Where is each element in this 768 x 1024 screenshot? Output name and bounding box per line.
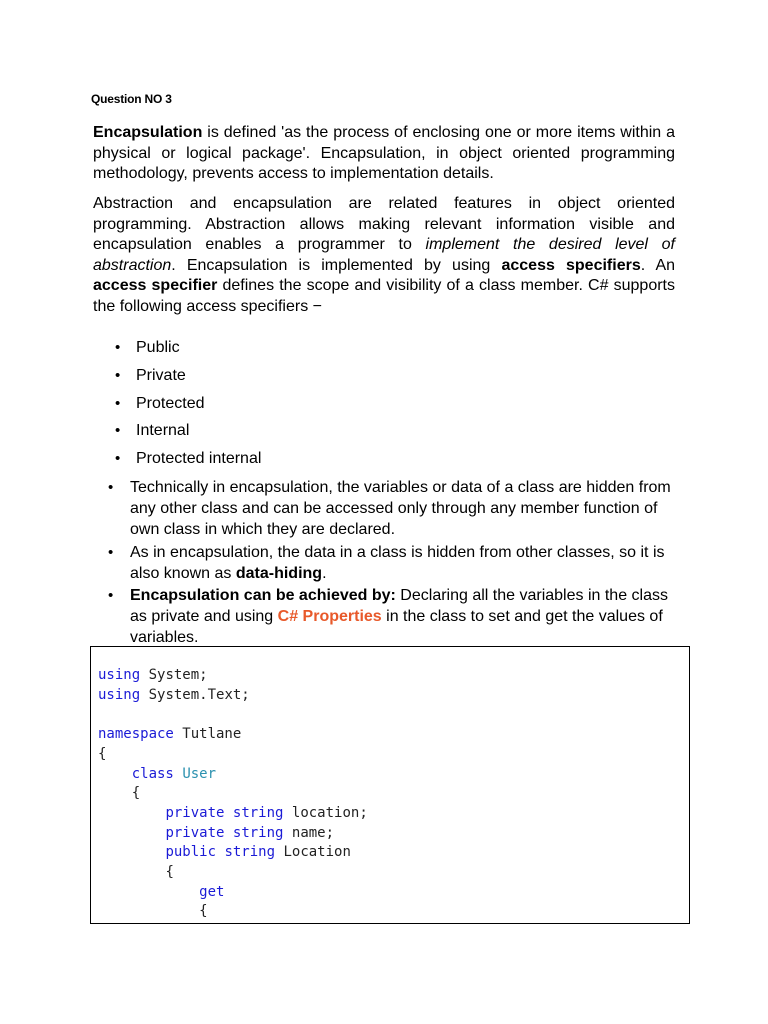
access-specifier-list bbox=[115, 338, 261, 477]
detail-text: As in encapsulation, the data in a class is hidden from other classes, so it is also known as bbox=[130, 543, 665, 582]
detail-text: Technically in encapsulation, the variables or data of a class are hidden from any other class and can be accessed only through any member function of own class in which they are declared. bbox=[130, 479, 671, 538]
paragraph-abstraction bbox=[93, 194, 675, 317]
code-text-segment: Tutlane bbox=[173, 726, 242, 743]
code-keyword: string bbox=[232, 824, 284, 841]
code-text-segment: location; bbox=[283, 804, 368, 821]
code-brace: { bbox=[98, 745, 107, 762]
code-text-segment: System; bbox=[140, 667, 208, 683]
code-type: User bbox=[182, 765, 217, 782]
code-text-segment: name; bbox=[283, 824, 335, 841]
detail-text-end: in the class to set and get the values of variables. bbox=[130, 608, 663, 646]
detail-text-end: . bbox=[322, 564, 327, 582]
code-text-segment: System.Text; bbox=[140, 686, 250, 703]
detail-heading: Encapsulation can be achieved by: bbox=[130, 587, 396, 604]
code-brace: { bbox=[131, 785, 141, 802]
question-title: Question NO 3 bbox=[91, 92, 172, 106]
code-keyword: string bbox=[224, 844, 276, 861]
code-keyword: class bbox=[131, 765, 174, 782]
encapsulation-detail-list bbox=[108, 477, 678, 650]
term-encapsulation: Encapsulation bbox=[93, 124, 203, 141]
list-item: • Public bbox=[115, 338, 261, 366]
list-item: • Private bbox=[115, 366, 261, 394]
code-keyword: using bbox=[98, 686, 141, 703]
code-keyword: using bbox=[98, 667, 141, 683]
code-keyword: string bbox=[232, 804, 284, 821]
para2-italic: implement the desired level of abstraction bbox=[93, 236, 675, 274]
code-text bbox=[91, 647, 689, 922]
list-item bbox=[108, 477, 678, 540]
code-block bbox=[90, 646, 690, 924]
para2-text-2: . Encapsulation is implemented by using bbox=[171, 256, 502, 274]
list-item: • Internal bbox=[115, 421, 261, 449]
code-keyword: private bbox=[165, 824, 225, 841]
code-text-segment: Location bbox=[275, 844, 351, 861]
csharp-properties-link[interactable]: C# Properties bbox=[277, 608, 382, 625]
list-item: • Protected bbox=[115, 394, 261, 422]
para2-text-4: defines the scope and visibility of a class member. C# supports the following access specifiers − bbox=[93, 277, 675, 315]
para2-text-1: Abstraction and encapsulation are related features in object oriented programming. Abstraction allows making relevant information visible and encapsulation enables a programmer to bbox=[93, 195, 675, 253]
term-access-specifier: access specifier bbox=[93, 277, 218, 294]
code-keyword: namespace bbox=[98, 726, 174, 743]
para2-text-3: . An bbox=[640, 256, 676, 274]
code-keyword: get bbox=[199, 883, 225, 900]
term-data-hiding: data-hiding bbox=[235, 564, 323, 582]
term-access-specifiers: access specifiers bbox=[501, 256, 641, 274]
code-brace: { bbox=[199, 903, 208, 920]
detail-text: Declaring all the variables in the class as private and using bbox=[130, 587, 668, 625]
para1-text: is defined 'as the process of enclosing one or more items within a physical or logical package'. Encapsulation, in object oriented programming methodology, prevents access to implementation details. bbox=[93, 124, 675, 182]
paragraph-encapsulation-definition bbox=[93, 123, 675, 185]
code-brace: { bbox=[165, 864, 174, 881]
code-keyword: public bbox=[165, 844, 217, 861]
list-item bbox=[108, 542, 678, 584]
list-item bbox=[108, 585, 678, 648]
code-keyword: private bbox=[165, 804, 225, 821]
list-item: • Protected internal bbox=[115, 449, 261, 477]
